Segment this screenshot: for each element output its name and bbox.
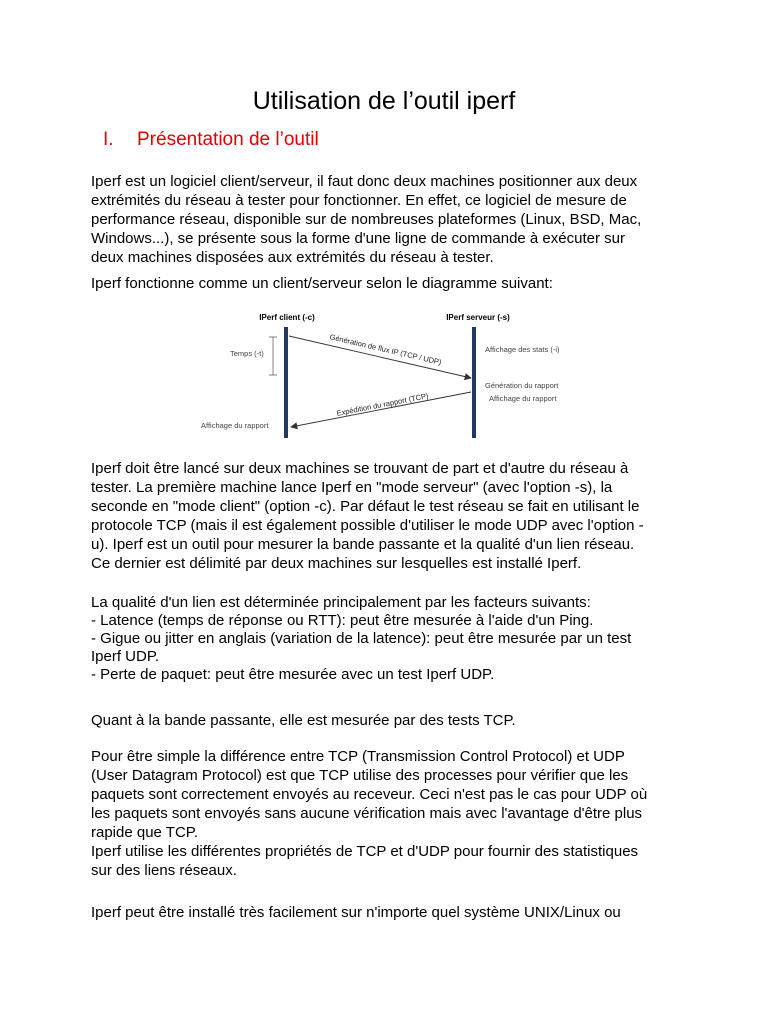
- page-title: Utilisation de l’outil iperf: [252, 87, 516, 115]
- client-report-display-label: Affichage du rapport: [201, 421, 269, 430]
- text-line: performance réseau, disponible sur de nombreuses plateformes (Linux, BSD, Mac,: [91, 211, 642, 228]
- text-line: (User Datagram Protocol) est que TCP utilise des processes pour vérifier que les: [91, 767, 629, 784]
- text-line: protocole TCP (mais il est également possible d'utiliser le mode UDP avec l'option -: [91, 517, 644, 534]
- text-line: deux machines disposées aux extrémités du réseau à tester.: [91, 249, 494, 266]
- paragraph-diagram-intro: [91, 274, 686, 293]
- text-line: - Latence (temps de réponse ou RTT): peut être mesurée à l'aide d'un Ping.: [91, 612, 594, 629]
- paragraph-installation: [91, 903, 686, 922]
- paragraph-iperf-usage: [91, 459, 686, 573]
- text-line: tester. La première machine lance Iperf en "mode serveur" (avec l'option -s), la: [91, 479, 613, 496]
- paragraph-tcp-udp: [91, 747, 686, 880]
- text-line: les paquets sont envoyés sans aucune vérification mais avec l'avantage d'être plus: [91, 805, 643, 822]
- report-arrow-label: Expédition du rapport (TCP): [335, 391, 430, 418]
- flow-arrow-label: Génération de flux IP (TCP / UDP): [328, 332, 443, 367]
- text-line: - Perte de paquet: peut être mesurée avec un test Iperf UDP.: [91, 666, 495, 683]
- text-line: Iperf utilise les différentes propriétés de TCP et d'UDP pour fournir des statistiques: [91, 843, 639, 860]
- text-line: Iperf doit être lancé sur deux machines se trouvant de part et d'autre du réseau à: [91, 460, 629, 477]
- text-line: sur des liens réseaux.: [91, 862, 237, 879]
- text-line: paquets sont correctement envoyés au receveur. Ceci n'est pas le cas pour UDP où: [91, 786, 648, 803]
- text-line: Ce dernier est délimité par deux machines sur lesquelles est installé Iperf.: [91, 555, 582, 572]
- text-line: Pour être simple la différence entre TCP (Transmission Control Protocol) et UDP: [91, 748, 625, 765]
- text-line: Iperf UDP.: [91, 648, 160, 665]
- client-server-diagram: [195, 305, 585, 445]
- section-label: Présentation de l’outil: [137, 129, 319, 150]
- paragraph-intro: [91, 172, 686, 267]
- text-line: u). Iperf est un outil pour mesurer la bande passante et la qualité d'un lien réseau.: [91, 536, 635, 553]
- report-generation-label: Génération du rapport: [485, 381, 559, 390]
- server-report-display-label: Affichage du rapport: [489, 394, 557, 403]
- text-line: La qualité d'un lien est déterminée principalement par les facteurs suivants:: [91, 594, 591, 611]
- stats-label: Affichage des stats (-i): [485, 345, 560, 354]
- text-line: rapide que TCP.: [91, 824, 199, 841]
- time-label: Temps (-t): [230, 349, 264, 358]
- text-line: Quant à la bande passante, elle est mesurée par des tests TCP.: [91, 712, 516, 729]
- flow-arrow: [289, 336, 471, 378]
- paragraph-link-quality: [91, 594, 686, 684]
- text-line: Windows...), se présente sous la forme d'une ligne de commande à exécuter sur: [91, 230, 625, 247]
- text-line: seconde en "mode client" (option -c). Par défaut le test réseau se fait en utilisant le: [91, 498, 640, 515]
- report-arrow: [291, 392, 471, 427]
- section-number: I.: [103, 129, 114, 150]
- text-line: extrémités du réseau à tester pour fonctionner. En effet, ce logiciel de mesure de: [91, 192, 627, 209]
- text-line: Iperf peut être installé très facilement sur n'importe quel système UNIX/Linux ou: [91, 904, 621, 921]
- client-label: IPerf client (-c): [259, 313, 315, 322]
- section-heading: [103, 128, 319, 152]
- text-line: Iperf est un logiciel client/serveur, il faut donc deux machines positionner aux deux: [91, 173, 638, 190]
- server-label: IPerf serveur (-s): [446, 313, 510, 322]
- paragraph-bandwidth: [91, 711, 686, 730]
- text-line: - Gigue ou jitter en anglais (variation de la latence): peut être mesurée par un test: [91, 630, 632, 647]
- text-line: Iperf fonctionne comme un client/serveur selon le diagramme suivant:: [91, 275, 553, 292]
